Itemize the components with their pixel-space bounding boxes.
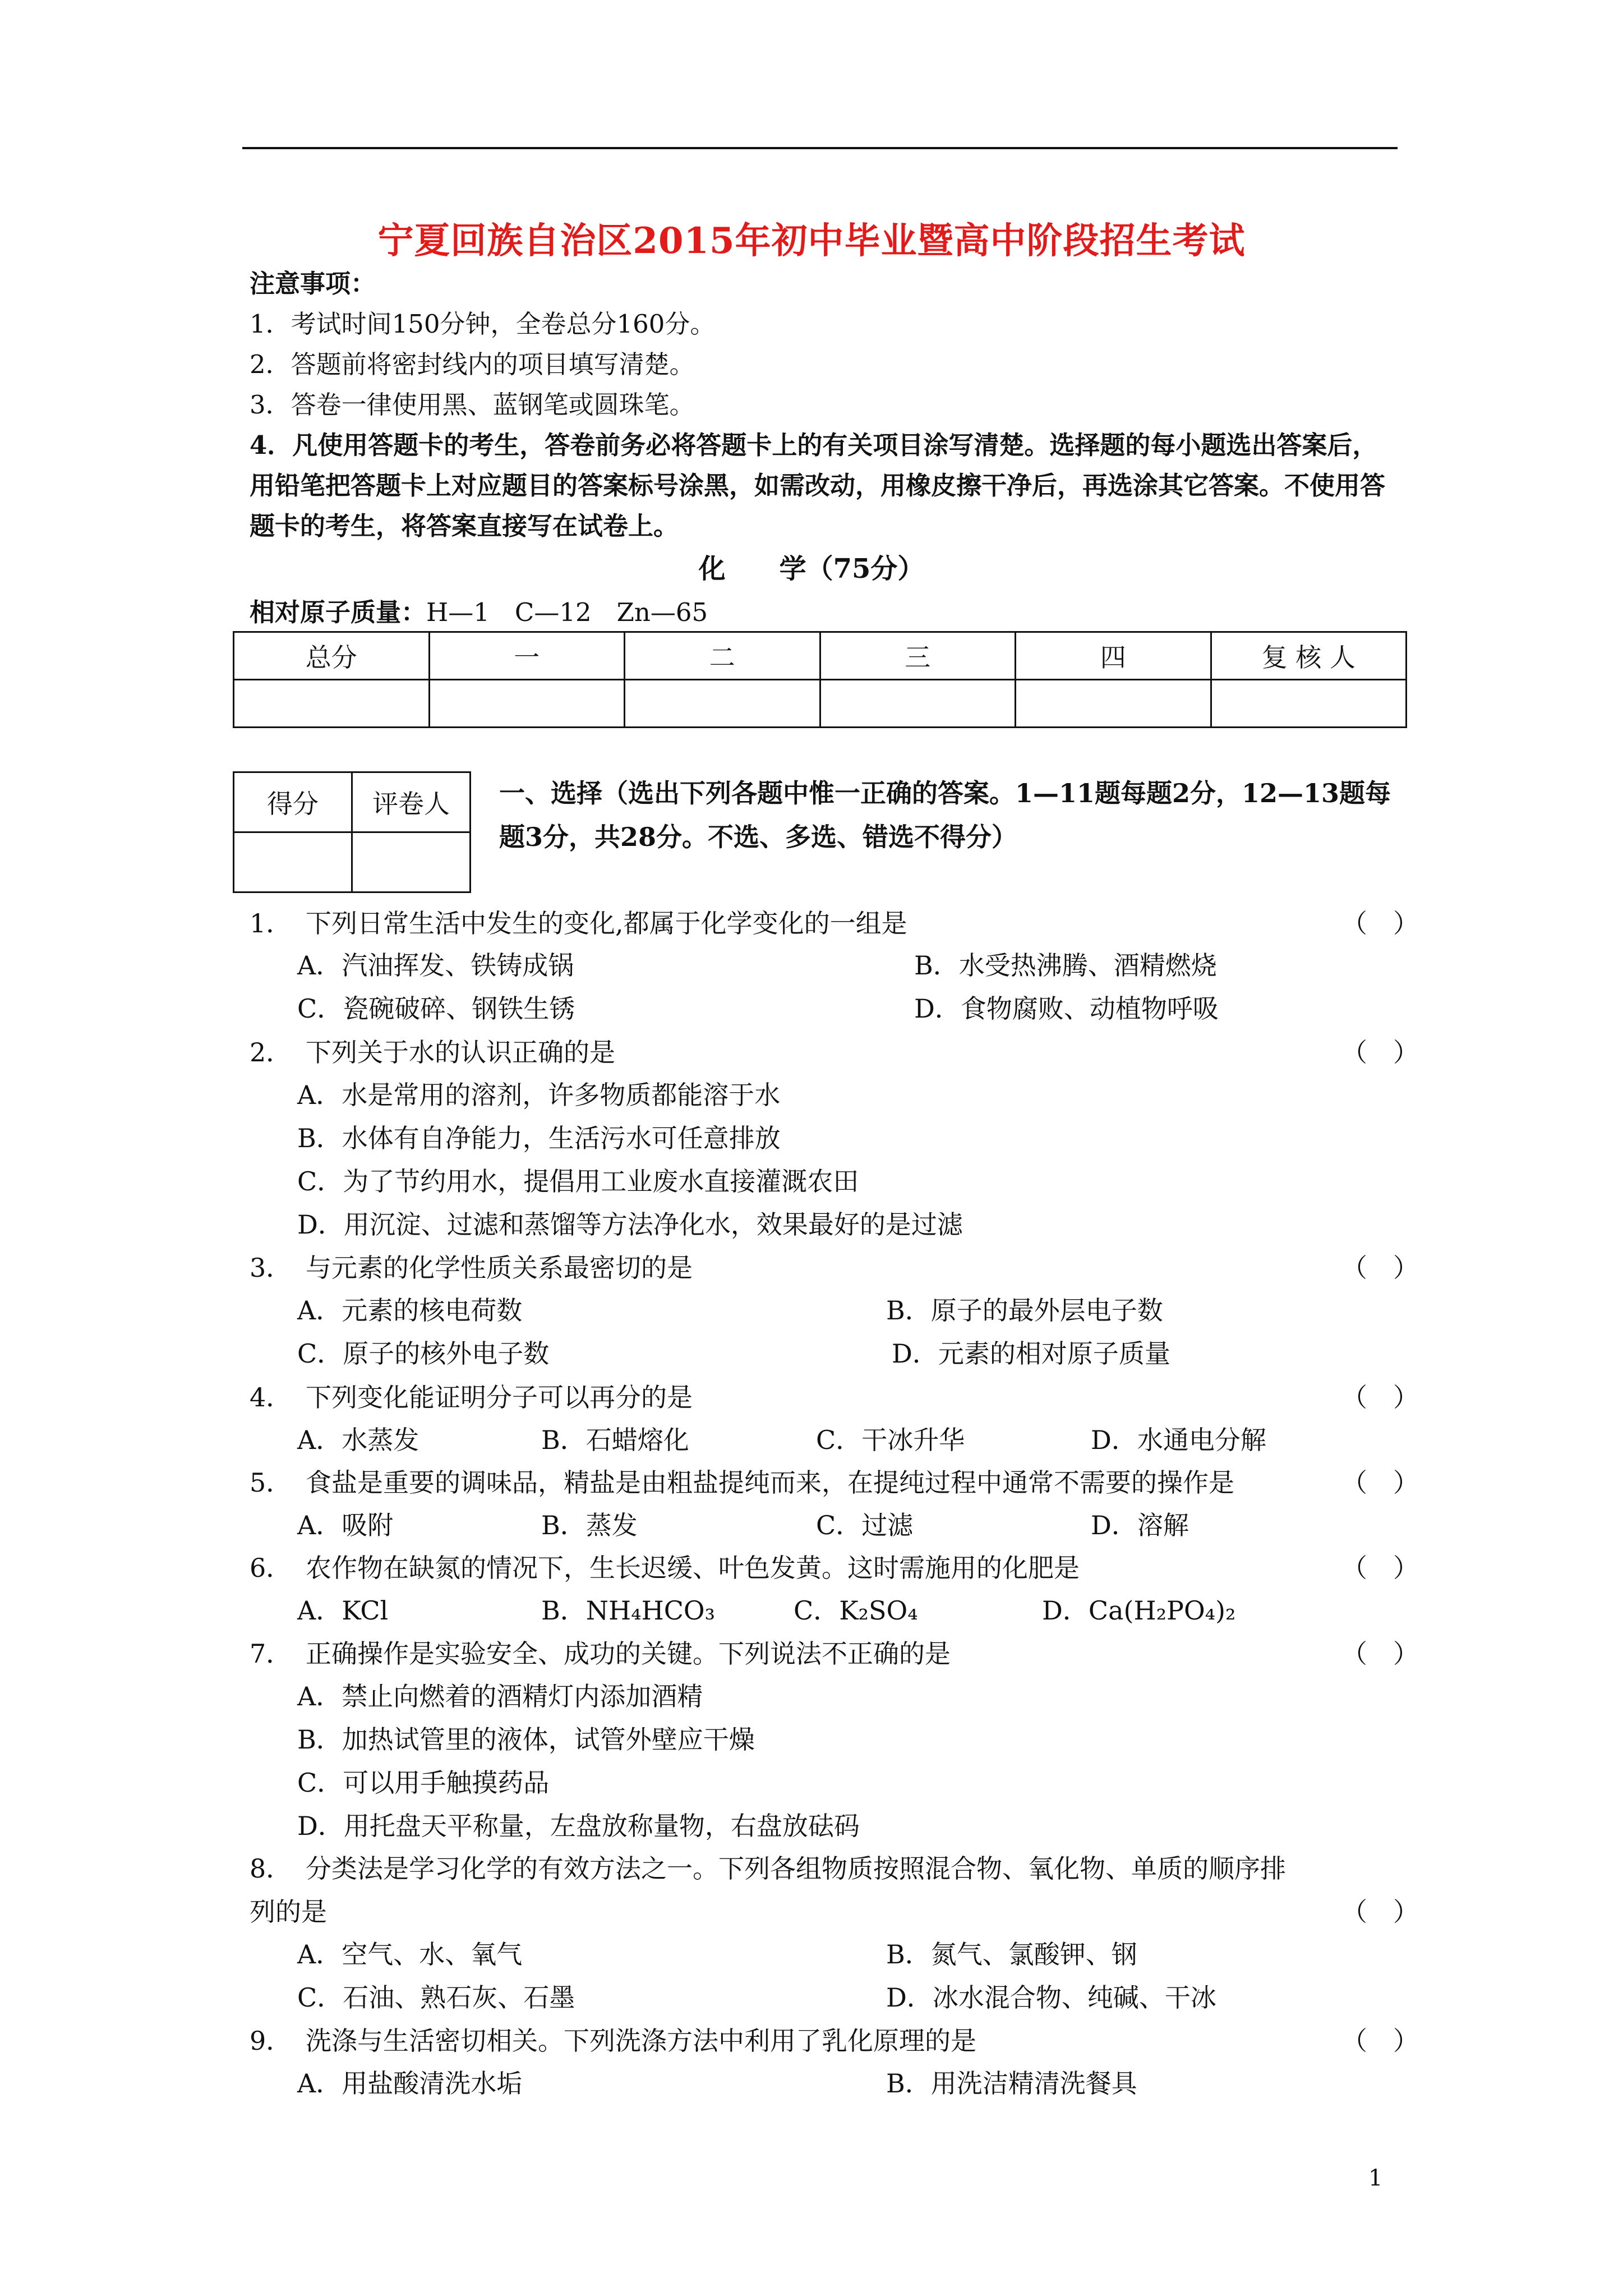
option: B．水受热沸腾、酒精燃烧 <box>914 950 1217 981</box>
answer-paren[interactable]: （ ） <box>1341 1382 1419 1412</box>
option: B．水体有自净能力，生活污水可任意排放 <box>297 1123 781 1153</box>
question-stem: 4． 下列变化能证明分子可以再分的是 <box>250 1382 693 1412</box>
answer-paren[interactable]: （ ） <box>1341 1553 1419 1583</box>
option: C．可以用手触摸药品 <box>297 1768 550 1798</box>
notes-block <box>250 264 1394 546</box>
option: B．NH₄HCO₃ <box>541 1595 716 1626</box>
option: D．水通电分解 <box>1091 1425 1266 1455</box>
section-header: 一、选择（选出下列各题中惟一正确的答案。1—11题每题2分，12—13题每题3分，共28分。不选、多选、错选不得分） <box>499 778 1391 852</box>
option: A．空气、水、氧气 <box>297 1939 523 1970</box>
atomic-mass-values: H—1 C—12 Zn—65 <box>426 597 708 627</box>
score-table <box>233 631 1407 728</box>
score-header: 总分 <box>234 632 430 680</box>
score-header: 四 <box>1016 632 1211 680</box>
option: A．禁止向燃着的酒精灯内添加酒精 <box>297 1681 703 1711</box>
option: A．吸附 <box>297 1510 394 1540</box>
header-rule <box>242 147 1398 149</box>
score-header: 复 核 人 <box>1211 632 1407 680</box>
question-stem: 2． 下列关于水的认识正确的是 <box>250 1037 615 1068</box>
answer-paren[interactable]: （ ） <box>1341 908 1419 938</box>
score-cell[interactable] <box>1211 680 1407 728</box>
option: B．氮气、氯酸钾、钢 <box>886 1939 1137 1970</box>
note-item: 1．考试时间150分钟，全卷总分160分。 <box>250 309 716 339</box>
option: D．Ca(H₂PO₄)₂ <box>1042 1595 1236 1626</box>
score-cell[interactable] <box>820 680 1016 728</box>
option: C．K₂SO₄ <box>794 1595 918 1626</box>
option: C．干冰升华 <box>816 1425 965 1455</box>
option: B．石蜡熔化 <box>541 1425 689 1455</box>
option: A．元素的核电荷数 <box>297 1295 523 1326</box>
notes-heading: 注意事项： <box>250 269 376 298</box>
atomic-mass-line <box>250 592 708 628</box>
answer-paren[interactable]: （ ） <box>1341 1639 1419 1669</box>
option: A．汽油挥发、铁铸成锅 <box>297 950 574 981</box>
score-header: 三 <box>820 632 1016 680</box>
answer-paren[interactable]: （ ） <box>1341 1037 1419 1068</box>
grader-table <box>233 771 471 893</box>
subject-heading: 化 学（75分） <box>698 553 925 585</box>
question-stem-continued: 列的是 <box>250 1897 327 1927</box>
answer-paren[interactable]: （ ） <box>1341 2026 1419 2056</box>
option: B．蒸发 <box>541 1510 638 1540</box>
note-item: 2．答题前将密封线内的项目填写清楚。 <box>250 349 695 379</box>
note-item: 4．凡使用答题卡的考生，答卷前务必将答题卡上的有关项目涂写清楚。选择题的每小题选出答案后，用铅笔把答题卡上对应题目的答案标号涂黑，如需改动，用橡皮擦干净后，再选涂其它答案。不使用答题卡的考生，将答案直接写在试卷上。 <box>250 430 1386 541</box>
page-number: 1 <box>1368 2165 1383 2191</box>
score-header: 二 <box>625 632 820 680</box>
question-stem: 9． 洗涤与生活密切相关。下列洗涤方法中利用了乳化原理的是 <box>250 2026 976 2056</box>
question-stem: 6． 农作物在缺氮的情况下，生长迟缓、叶色发黄。这时需施用的化肥是 <box>250 1553 1080 1583</box>
question-stem: 1． 下列日常生活中发生的变化,都属于化学变化的一组是 <box>250 908 907 938</box>
note-item: 3．答卷一律使用黑、蓝钢笔或圆珠笔。 <box>250 390 695 420</box>
answer-paren[interactable]: （ ） <box>1341 1467 1419 1498</box>
question-stem: 5． 食盐是重要的调味品，精盐是由粗盐提纯而来，在提纯过程中通常不需要的操作是 <box>250 1467 1234 1498</box>
score-cell[interactable] <box>234 680 430 728</box>
atomic-mass-label: 相对原子质量： <box>250 597 427 627</box>
option: C．为了节约用水，提倡用工业废水直接灌溉农田 <box>297 1166 859 1197</box>
exam-title: 宁夏回族自治区2015年初中毕业暨高中阶段招生考试 <box>377 220 1246 262</box>
score-header: 一 <box>429 632 625 680</box>
question-stem: 3． 与元素的化学性质关系最密切的是 <box>250 1253 693 1283</box>
option: A．水是常用的溶剂，许多物质都能溶于水 <box>297 1080 781 1110</box>
answer-paren[interactable]: （ ） <box>1341 1253 1419 1283</box>
option: D．用托盘天平称量，左盘放称量物，右盘放砝码 <box>297 1811 860 1841</box>
option: D．食物腐败、动植物呼吸 <box>914 993 1219 1024</box>
score-cell[interactable] <box>625 680 820 728</box>
grader-cell[interactable] <box>234 832 352 892</box>
score-cell[interactable] <box>429 680 625 728</box>
answer-paren[interactable]: （ ） <box>1341 1897 1419 1927</box>
option: B．用洗洁精清洗餐具 <box>886 2068 1137 2099</box>
grader-header: 评卷人 <box>352 772 471 832</box>
option: A．用盐酸清洗水垢 <box>297 2068 523 2099</box>
option: B．原子的最外层电子数 <box>886 1295 1163 1326</box>
option: D．元素的相对原子质量 <box>892 1338 1170 1369</box>
grader-header: 得分 <box>234 772 352 832</box>
option: B．加热试管里的液体，试管外壁应干燥 <box>297 1724 755 1755</box>
option: C．瓷碗破碎、钢铁生锈 <box>297 993 575 1024</box>
option: A．水蒸发 <box>297 1425 419 1455</box>
score-cell[interactable] <box>1016 680 1211 728</box>
option: C．过滤 <box>816 1510 914 1540</box>
option: A．KCl <box>297 1595 389 1626</box>
option: D．用沉淀、过滤和蒸馏等方法净化水，效果最好的是过滤 <box>297 1209 963 1240</box>
option: C．石油、熟石灰、石墨 <box>297 1982 575 2013</box>
grader-cell[interactable] <box>352 832 471 892</box>
question-stem: 8． 分类法是学习化学的有效方法之一。下列各组物质按照混合物、氧化物、单质的顺序排 <box>250 1853 1286 1884</box>
question-stem: 7． 正确操作是实验安全、成功的关键。下列说法不正确的是 <box>250 1639 951 1669</box>
option: D．冰水混合物、纯碱、干冰 <box>886 1982 1216 2013</box>
option: D．溶解 <box>1091 1510 1189 1540</box>
option: C．原子的核外电子数 <box>297 1338 550 1369</box>
